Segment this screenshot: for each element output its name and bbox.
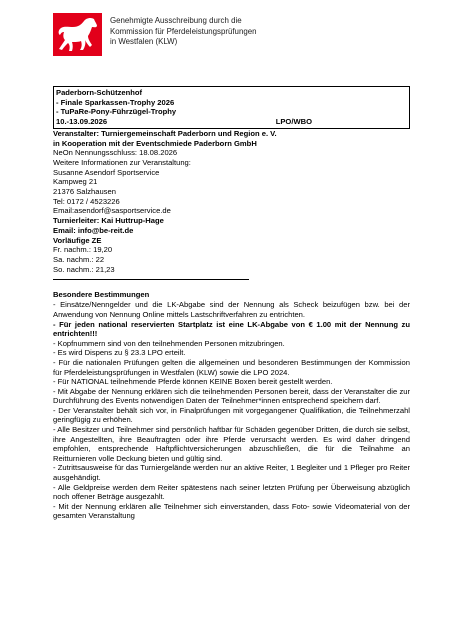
provision-paragraph: - Es wird Dispens zu § 23.3 LPO erteilt. bbox=[53, 348, 186, 358]
entry-deadline: NeOn Nennungsschluss: 18.08.2026 bbox=[53, 148, 178, 158]
divider-line bbox=[53, 279, 249, 280]
provision-paragraph: - Einsätze/Nenngelder und die LK-Abgabe sind der Nennung als Scheck beizufügen bzw. bei der Anwendung von Nennung Online mittels Lastschriftverfahren zu entrichten. bbox=[53, 300, 410, 319]
provision-paragraph: - Alle Besitzer und Teilnehmer sind persönlich haftbar für Schäden gegenüber Dritten, die durch sie selbst, ihre Angestellten, ihre Beauftragten oder ihre Pferde verursacht werden. Es wird daher dringend empfohlen, entsprechende Haftpflichtversicherungen abzuschließen, die für die Teilnahme an Reitturnieren volle Deckung bieten und gültig sind. bbox=[53, 425, 410, 463]
organizer: Veranstalter: Turniergemeinschaft Paderborn und Region e. V. bbox=[53, 128, 277, 138]
provision-paragraph: - Für jeden national reservierten Startplatz ist eine LK-Abgabe von € 1.00 mit der Nennung zu entrichten!!! bbox=[53, 319, 410, 339]
event-title-line: - Finale Sparkassen-Trophy 2026 bbox=[56, 97, 175, 107]
provision-paragraph: - Mit der Nennung erklären alle Teilnehmer sich einverstanden, dass Foto- sowie Videomaterial von der gesamten Veranstaltung bbox=[53, 501, 410, 521]
schedule-friday: Fr. nachm.: 19,20 bbox=[53, 245, 113, 255]
event-dates: 10.-13.09.2026 bbox=[56, 117, 108, 127]
preliminary-schedule-heading: Vorläufige ZE bbox=[53, 235, 102, 245]
director-email: Email: info@be-reit.de bbox=[53, 225, 134, 235]
contact-email: Email:asendorf@sasportservice.de bbox=[53, 206, 171, 216]
event-dates-row bbox=[56, 117, 407, 127]
provision-paragraph: - Alle Geldpreise werden dem Reiter spätestens nach seiner letzten Prüfung per Überweisung abzüglich noch offener Beträge ausgezahlt. bbox=[53, 482, 410, 502]
cooperation: in Kooperation mit der Eventschmiede Paderborn GmbH bbox=[53, 138, 257, 148]
contact-name: Susanne Asendorf Sportservice bbox=[53, 167, 160, 177]
schedule-saturday: Sa. nachm.: 22 bbox=[53, 254, 105, 264]
event-title-line: - TuPaRe-Pony-Führzügel-Trophy bbox=[56, 107, 177, 117]
announcement-body bbox=[53, 86, 410, 521]
westfalen-horse-logo bbox=[53, 13, 102, 56]
provision-paragraph: - Für die nationalen Prüfungen gelten die allgemeinen und besonderen Bestimmungen der Kommission für Pferdeleistungsprüfungen in Westfalen (KLW) sowie die LPO 2024. bbox=[53, 357, 410, 377]
schedule-sunday: So. nachm.: 21,23 bbox=[53, 264, 115, 274]
provision-paragraph: - Zutrittsausweise für das Turniergelände werden nur an aktive Reiter, 1 Begleiter und 1 Pfleger pro Reiter ausgehändigt. bbox=[53, 463, 410, 483]
contact-city: 21376 Salzhausen bbox=[53, 187, 116, 197]
event-title-box bbox=[53, 86, 410, 129]
issuer-header bbox=[110, 16, 257, 48]
header-line: Kommission für Pferdeleistungsprüfungen bbox=[110, 26, 257, 36]
provision-paragraph: - Mit Abgabe der Nennung erklären sich die teilnehmenden Personen bereit, dass der Veranstalter die zur Durchführung des Events notwendigen Daten der Teilnehmer*innen entsprechend speichern darf. bbox=[53, 386, 410, 406]
contact-street: Kampweg 21 bbox=[53, 177, 98, 187]
provision-paragraph: - Kopfnummern sind von den teilnehmenden Personen mitzubringen. bbox=[53, 338, 285, 348]
event-venue: Paderborn-Schützenhof bbox=[56, 88, 143, 97]
rule-code: LPO/WBO bbox=[275, 117, 312, 127]
header-line: in Westfalen (KLW) bbox=[110, 37, 178, 47]
contact-phone: Tel: 0172 / 4523226 bbox=[53, 196, 120, 206]
provision-paragraph: - Der Veranstalter behält sich vor, in Finalprüfungen mit vorgegangener Qualifikation, die Teilnehmerzahl geringfügig zu erhöhen. bbox=[53, 405, 410, 425]
more-info-label: Weitere Informationen zur Veranstaltung: bbox=[53, 157, 191, 167]
tournament-director: Turnierleiter: Kai Huttrup-Hage bbox=[53, 216, 164, 226]
header-line: Genehmigte Ausschreibung durch die bbox=[110, 16, 242, 25]
provision-paragraph: - Für NATIONAL teilnehmende Pferde können KEINE Boxen bereit gestellt werden. bbox=[53, 377, 333, 387]
special-provisions-heading: Besondere Bestimmungen bbox=[53, 290, 150, 300]
